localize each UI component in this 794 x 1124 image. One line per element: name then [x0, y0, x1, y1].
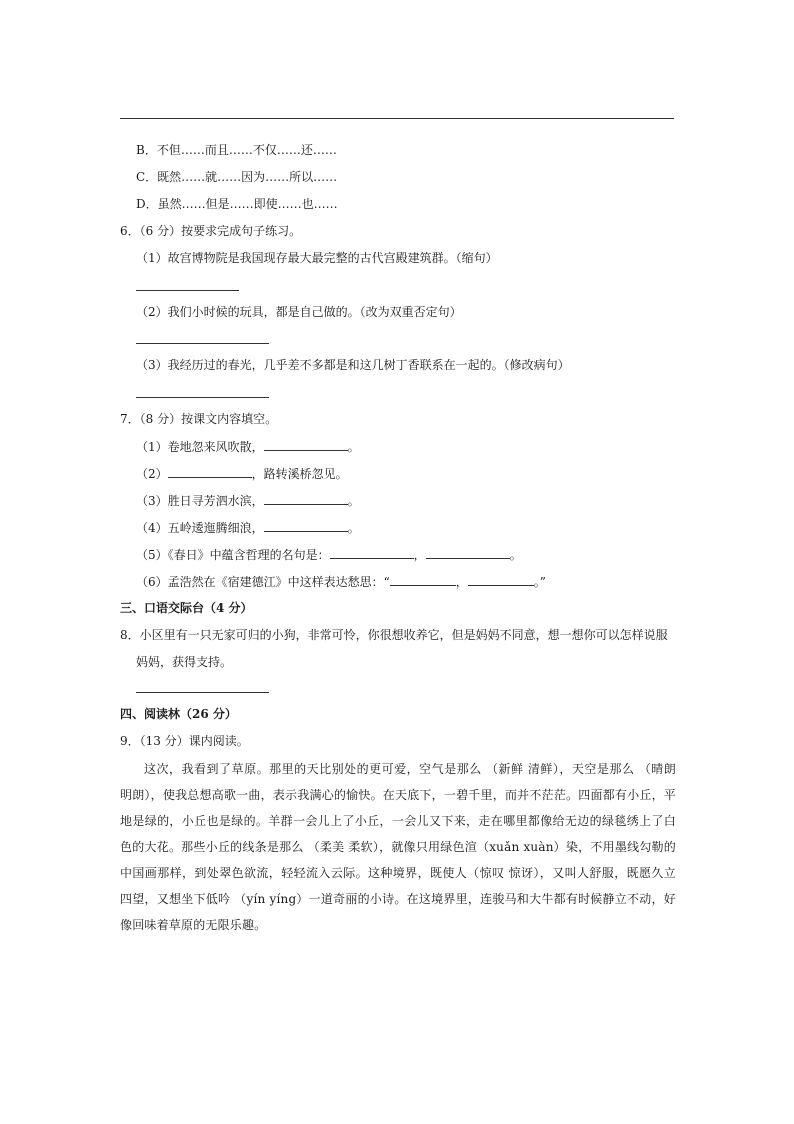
q6-sentence-1: （1）故宫博物院是我国现存最大最完整的古代宫殿建筑群。（缩句）	[136, 251, 498, 265]
q7-blank-3[interactable]	[264, 492, 348, 505]
q8-line-1: 8．小区里有一只无家可归的小狗，非常可怜，你很想收养它，但是妈妈不同意，想一想你可以怎样说服	[120, 628, 668, 642]
q7-item-1	[136, 438, 360, 455]
q7-blank-5a[interactable]	[330, 546, 414, 559]
option-b: B．不但……而且……不仅……还……	[136, 143, 337, 157]
q9-passage-text: 这次，我看到了草原。那里的天比别处的更可爱，空气是那么 （新鲜 清鲜），天空是那么 （晴朗 明朗），使我总想高歌一曲，表示我满心的愉快。在天底下，一碧千里，而并不茫茫。四面都有小丘，平地是绿的，小丘也是绿的。羊群一会儿上了小丘，一会儿又下来，走在哪里都像给无边的绿毯绣上了白色的大花。那些小丘的线条是那么 （柔美 柔软），就像只用绿色渲（xuǎn xuàn）染，不用墨线勾勒的中国画那样，到处翠色欲流，轻轻流入云际。这种境界，既使人（惊叹 惊讶），又叫人舒服，既愿久立四望，又想坐下低吟 （yín yíng）一道奇丽的小诗。在这境界里，连骏马和大牛都有时候静立不动，好像回味着草原的无限乐趣。	[120, 762, 676, 932]
q8-answer-line[interactable]	[136, 692, 269, 693]
q7-blank-5b[interactable]	[426, 546, 510, 559]
q6-sentence-3: （3）我经历过的春光，几乎差不多都是和这几树丁香联系在一起的。（修改病句）	[136, 358, 570, 372]
q7-blank-6a[interactable]	[390, 573, 456, 586]
header-rule	[120, 118, 674, 119]
q7-item-4-text: （4）五岭逶迤腾细浪，	[136, 521, 264, 535]
option-d: D．虽然……但是……即使……也……	[136, 197, 338, 211]
q7-item-1-text: （1）卷地忽来风吹散，	[136, 440, 264, 454]
section-3-heading: 三、口语交际台（4 分）	[120, 601, 253, 615]
q6-answer-line-3[interactable]	[136, 397, 269, 398]
q7-item-6-sep: ，	[455, 575, 468, 589]
q7-item-4	[136, 519, 360, 536]
q6-answer-line-2[interactable]	[136, 343, 269, 344]
option-c: C．既然……就……因为……所以……	[136, 170, 338, 184]
q7-item-5-sep: ，	[413, 548, 426, 562]
section-4-heading: 四、阅读林（26 分）	[120, 707, 237, 721]
q7-item-2-num: （2）	[136, 467, 168, 481]
q7-item-2-text: ，路转溪桥忽见。	[251, 467, 348, 481]
q7-item-3	[136, 492, 360, 509]
q7-item-4-end: 。	[347, 521, 360, 535]
q9-title: 9．（13 分）课内阅读。	[120, 734, 249, 748]
q7-item-6-end: 。”	[533, 575, 546, 589]
q6-sentence-2: （2）我们小时候的玩具，都是自己做的。（改为双重否定句）	[136, 305, 462, 319]
q7-item-6-text: （6）孟浩然在《宿建德江》中这样表达愁思：“	[136, 575, 390, 589]
q6-title: 6．（6 分）按要求完成句子练习。	[120, 224, 302, 238]
q7-item-5	[136, 546, 522, 563]
q7-blank-1[interactable]	[264, 438, 348, 451]
q7-item-1-end: 。	[347, 440, 360, 454]
q9-passage	[120, 756, 676, 938]
q7-item-6	[136, 573, 546, 590]
q7-item-5-text: （5）《春日》中蕴含哲理的名句是：	[136, 548, 330, 562]
q8-line-2: 妈妈，获得支持。	[136, 655, 233, 669]
q6-answer-line-1[interactable]	[136, 290, 239, 291]
q7-item-3-text: （3）胜日寻芳泗水滨，	[136, 494, 264, 508]
q7-item-2	[136, 465, 348, 482]
q7-blank-2[interactable]	[168, 465, 252, 478]
q7-item-5-end: 。	[509, 548, 522, 562]
q7-blank-6b[interactable]	[468, 573, 534, 586]
q7-item-3-end: 。	[347, 494, 360, 508]
q7-blank-4[interactable]	[264, 519, 348, 532]
q7-title: 7．（8 分）按课文内容填空。	[120, 412, 278, 426]
